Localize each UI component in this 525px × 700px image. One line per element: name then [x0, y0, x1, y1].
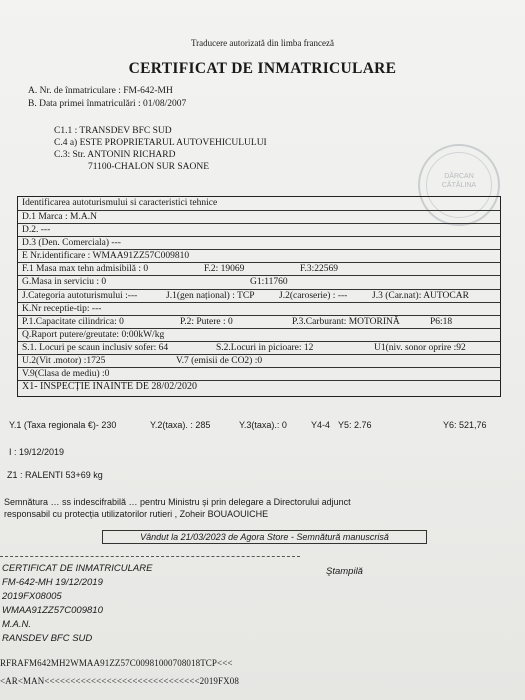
field-v7: V.7 (emisii de CO2) :0 — [176, 356, 263, 367]
registration-number: A. Nr. de înmatriculare : FM-642-MH — [28, 86, 173, 96]
field-e: E Nr.identificare : WMAA91ZZ57C009810 — [22, 251, 190, 262]
field-d2: D.2. --- — [22, 225, 51, 236]
table-row — [18, 263, 500, 276]
field-s1: S.1. Locuri pe scaun inclusiv sofer: 64 — [22, 342, 169, 353]
tax-y3: Y.3(taxa).: 0 — [239, 420, 287, 430]
field-d1: D.1 Marca : M.A.N — [22, 212, 97, 222]
owner-street: C.3: Str. ANTONIN RICHARD — [54, 150, 176, 160]
table-row — [18, 355, 500, 368]
field-g: G.Masa in serviciu : 0 — [22, 277, 107, 288]
mrz-line-1: RFRAFM642MH2WMAA91ZZ57C00981000708018TCP<<< — [0, 658, 233, 668]
issue-date: I : 19/12/2019 — [9, 447, 65, 457]
coupon-title: CERTIFICAT DE INMATRICULARE — [2, 563, 153, 574]
table-row — [18, 368, 500, 381]
field-p2: P.2: Putere : 0 — [180, 316, 233, 327]
field-g1: G1:11760 — [250, 277, 288, 288]
coupon-owner: RANSDEV BFC SUD — [2, 633, 93, 644]
coupon-make: M.A.N. — [2, 619, 32, 630]
tax-y4: Y4-4 — [311, 420, 331, 430]
field-s2: S.2.Locuri in picioare: 12 — [216, 342, 314, 353]
first-registration-date: B. Data primei înmatriculări : 01/08/2007 — [28, 99, 187, 109]
table-row — [18, 316, 500, 329]
document-title: CERTIFICAT DE INMATRICULARE — [128, 60, 397, 77]
signature-line-2: responsabil cu protecția utilizatorilor rutieri , Zoheir BOUAOUICHE — [4, 509, 269, 519]
table-row — [18, 237, 500, 250]
field-p6: P6:18 — [430, 316, 453, 327]
field-p1: P.1.Capacitate cilindrica: 0 — [22, 316, 124, 327]
table-row — [18, 342, 500, 355]
table-header — [18, 197, 500, 211]
table-row — [18, 381, 500, 396]
field-p3: P.3.Carburant: MOTORINĂ — [292, 316, 400, 327]
owner-name: C1.1 : TRANSDEV BFC SUD — [54, 126, 172, 136]
table-row — [18, 224, 500, 237]
field-v9: V.9(Clasa de mediu) :0 — [22, 369, 110, 380]
field-j3: J.3 (Car.nat): AUTOCAR — [372, 290, 469, 301]
field-k: K.Nr receptie-tip: --- — [22, 303, 102, 314]
sold-note: Vândut la 21/03/2023 de Agora Store - Semnătură manuscrisă — [102, 530, 427, 544]
vehicle-specs-table — [17, 196, 501, 397]
tax-y2: Y.2(taxa). : 285 — [150, 420, 211, 430]
seal-text-2: CĂTĂLINA — [441, 182, 477, 189]
table-header-text: Identificarea autoturismului si caracteristici tehnice — [22, 198, 218, 208]
tax-y1: Y.1 (Taxa regionala €)- 230 — [9, 420, 117, 430]
coupon-vin: WMAA91ZZ57C009810 — [2, 605, 103, 616]
field-f3: F.3:22569 — [300, 264, 339, 275]
table-row — [18, 290, 500, 303]
signature-line-1: Semnătura … ss indescifrabilă … pentru Ministru și prin delegare a Directorului adjunct — [4, 497, 351, 507]
field-d3: D.3 (Den. Comerciala) --- — [22, 238, 121, 249]
cut-line — [0, 556, 300, 557]
coupon-number: 2019FX08005 — [2, 591, 62, 602]
owner-city: 71100-CHALON SUR SAONE — [88, 162, 210, 172]
field-f2: F.2: 19069 — [204, 264, 245, 275]
field-u1: U1(niv. sonor oprire :92 — [374, 342, 466, 353]
field-u2: U.2(Vit .motor) :1725 — [22, 356, 106, 367]
table-row — [18, 211, 500, 224]
tax-y5: Y5: 2.76 — [338, 420, 372, 430]
tax-y6: Y6: 521,76 — [443, 420, 487, 430]
owner-status: C.4 a) ESTE PROPRIETARUL AUTOVEHICULULUI — [54, 138, 267, 148]
coupon-stamp-label: Ştampilă — [326, 566, 363, 577]
table-row — [18, 303, 500, 316]
z1-note: Z1 : RALENTI 53+69 kg — [7, 470, 103, 480]
field-f1: F.1 Masa max tehn admisibilă : 0 — [22, 264, 149, 275]
field-j2: J.2(caroserie) : --- — [279, 290, 348, 301]
field-j: J.Categoria autoturismului :--- — [22, 290, 138, 301]
seal-text-1: DĂRCAN — [444, 173, 474, 180]
field-q: Q.Raport putere/greutate: 0:00kW/kg — [22, 329, 165, 340]
table-row — [18, 250, 500, 263]
table-row — [18, 276, 500, 289]
field-x1: X1- INSPECȚIE INAINTE DE 28/02/2020 — [22, 381, 197, 393]
translator-note: Traducere autorizată din limba franceză — [190, 38, 335, 48]
mrz-line-2: <AR<MAN<<<<<<<<<<<<<<<<<<<<<<<<<<<<<<2019FX08 — [0, 676, 239, 686]
field-j1: J.1(gen național) : TCP — [166, 290, 255, 301]
coupon-plate-date: FM-642-MH 19/12/2019 — [2, 577, 103, 588]
table-row — [18, 329, 500, 342]
